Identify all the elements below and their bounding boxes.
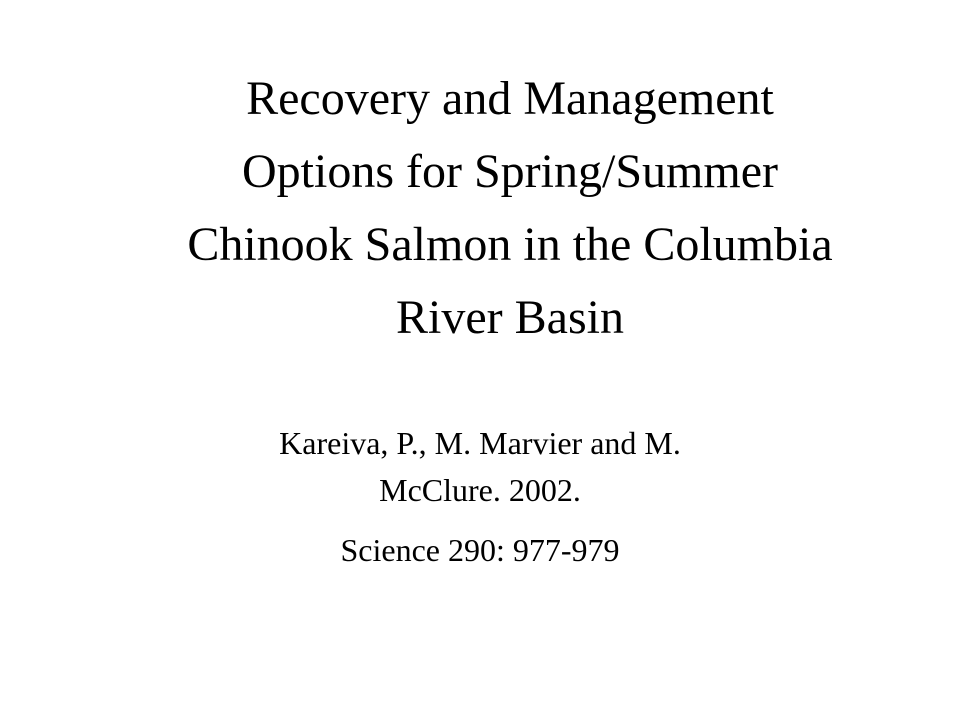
slide-subtitle <box>180 420 780 574</box>
citation-line-2: McClure. 2002. <box>379 472 581 508</box>
citation-text <box>180 420 780 514</box>
title-line-2: Options for Spring/Summer <box>242 145 778 198</box>
journal-reference: Science 290: 977-979 <box>340 532 620 568</box>
citation-line-1: Kareiva, P., M. Marvier and M. <box>279 425 681 461</box>
title-line-1: Recovery and Management <box>246 72 774 125</box>
title-line-3: Chinook Salmon in the Columbia <box>187 218 833 271</box>
slide-title <box>120 62 900 354</box>
title-line-4: River Basin <box>396 291 624 344</box>
